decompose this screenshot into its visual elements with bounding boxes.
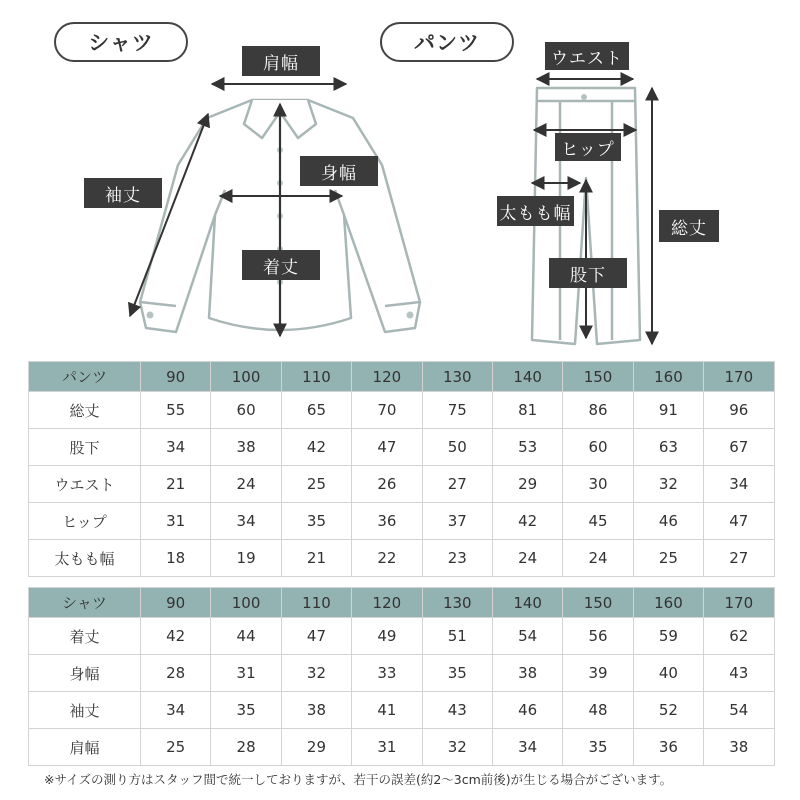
- table-cell: 30: [563, 466, 633, 503]
- table-cell: 81: [492, 392, 562, 429]
- table-cell: 34: [492, 729, 562, 766]
- table-cell: 34: [141, 429, 211, 466]
- row-label: 袖丈: [29, 692, 141, 729]
- table-cell: 19: [211, 540, 281, 577]
- table-cell: 37: [422, 503, 492, 540]
- table-cell: 35: [211, 692, 281, 729]
- table-cell: 47: [704, 503, 774, 540]
- table-cell: 96: [704, 392, 774, 429]
- table-cell: 62: [704, 618, 774, 655]
- table-cell: 54: [704, 692, 774, 729]
- table-cell: 47: [352, 429, 422, 466]
- table-row: [29, 540, 775, 577]
- table-cell: 86: [563, 392, 633, 429]
- table-cell: 18: [141, 540, 211, 577]
- header-cell: 150: [563, 588, 633, 618]
- table-header-row: [29, 588, 775, 618]
- row-label: 肩幅: [29, 729, 141, 766]
- header-cell: 120: [352, 588, 422, 618]
- table-cell: 32: [422, 729, 492, 766]
- table-cell: 47: [281, 618, 351, 655]
- table-cell: 24: [492, 540, 562, 577]
- pants-size-table: [28, 361, 775, 577]
- table-cell: 40: [633, 655, 703, 692]
- footnote: ※サイズの測り方はスタッフ間で統一しておりますが、若干の誤差(約2〜3cm前後)が生じる場合がございます。: [44, 772, 673, 787]
- header-cell: 140: [492, 588, 562, 618]
- table-cell: 49: [352, 618, 422, 655]
- header-cell: 130: [422, 588, 492, 618]
- table-cell: 28: [141, 655, 211, 692]
- table-cell: 91: [633, 392, 703, 429]
- shirt-sleeve-label: 袖丈: [84, 178, 162, 208]
- table-cell: 28: [211, 729, 281, 766]
- row-label: 着丈: [29, 618, 141, 655]
- table-cell: 60: [211, 392, 281, 429]
- table-cell: 60: [563, 429, 633, 466]
- table-cell: 21: [141, 466, 211, 503]
- shirt-badge: シャツ: [54, 22, 188, 62]
- table-cell: 35: [563, 729, 633, 766]
- table-cell: 51: [422, 618, 492, 655]
- table-cell: 59: [633, 618, 703, 655]
- header-cell: 90: [141, 588, 211, 618]
- table-cell: 34: [704, 466, 774, 503]
- table-row: [29, 503, 775, 540]
- table-cell: 44: [211, 618, 281, 655]
- row-label: 股下: [29, 429, 141, 466]
- size-diagram: [0, 0, 800, 355]
- table-cell: 31: [352, 729, 422, 766]
- table-cell: 26: [352, 466, 422, 503]
- table-cell: 22: [352, 540, 422, 577]
- header-cell: 160: [633, 362, 703, 392]
- row-label: 総丈: [29, 392, 141, 429]
- shirt-body-width-label: 身幅: [300, 156, 378, 186]
- header-cell: シャツ: [29, 588, 141, 618]
- table-cell: 46: [492, 692, 562, 729]
- table-cell: 27: [422, 466, 492, 503]
- header-cell: 170: [704, 362, 774, 392]
- table-cell: 23: [422, 540, 492, 577]
- header-cell: 120: [352, 362, 422, 392]
- pants-waist-label: ウエスト: [545, 42, 629, 70]
- table-cell: 35: [281, 503, 351, 540]
- table-cell: 42: [281, 429, 351, 466]
- table-cell: 48: [563, 692, 633, 729]
- header-cell: 110: [281, 362, 351, 392]
- pants-inseam-label: 股下: [549, 258, 627, 288]
- row-label: ウエスト: [29, 466, 141, 503]
- row-label: 太もも幅: [29, 540, 141, 577]
- table-cell: 75: [422, 392, 492, 429]
- table-row: [29, 729, 775, 766]
- table-cell: 36: [352, 503, 422, 540]
- shirt-shoulder-label: 肩幅: [242, 46, 320, 76]
- table-cell: 29: [281, 729, 351, 766]
- table-cell: 27: [704, 540, 774, 577]
- table-cell: 65: [281, 392, 351, 429]
- table-cell: 32: [281, 655, 351, 692]
- header-cell: 100: [211, 588, 281, 618]
- header-cell: 170: [704, 588, 774, 618]
- table-row: [29, 392, 775, 429]
- shirts-size-table: [28, 587, 775, 766]
- table-cell: 43: [704, 655, 774, 692]
- table-cell: 53: [492, 429, 562, 466]
- table-cell: 67: [704, 429, 774, 466]
- table-cell: 29: [492, 466, 562, 503]
- table-row: [29, 618, 775, 655]
- row-label: 身幅: [29, 655, 141, 692]
- table-cell: 56: [563, 618, 633, 655]
- pants-badge: パンツ: [380, 22, 514, 62]
- table-cell: 33: [352, 655, 422, 692]
- table-row: [29, 429, 775, 466]
- table-cell: 38: [281, 692, 351, 729]
- table-cell: 55: [141, 392, 211, 429]
- table-cell: 36: [633, 729, 703, 766]
- table-cell: 42: [492, 503, 562, 540]
- table-cell: 52: [633, 692, 703, 729]
- table-cell: 32: [633, 466, 703, 503]
- table-cell: 54: [492, 618, 562, 655]
- header-cell: 110: [281, 588, 351, 618]
- table-cell: 45: [563, 503, 633, 540]
- header-cell: 140: [492, 362, 562, 392]
- pants-button: [581, 94, 587, 100]
- table-cell: 24: [563, 540, 633, 577]
- table-row: [29, 655, 775, 692]
- table-cell: 43: [422, 692, 492, 729]
- table-header-row: [29, 362, 775, 392]
- table-cell: 31: [141, 503, 211, 540]
- table-cell: 41: [352, 692, 422, 729]
- pants-hip-label: ヒップ: [555, 133, 621, 161]
- table-cell: 38: [704, 729, 774, 766]
- table-cell: 39: [563, 655, 633, 692]
- header-cell: 150: [563, 362, 633, 392]
- header-cell: 100: [211, 362, 281, 392]
- header-cell: 160: [633, 588, 703, 618]
- table-cell: 46: [633, 503, 703, 540]
- row-label: ヒップ: [29, 503, 141, 540]
- table-cell: 38: [211, 429, 281, 466]
- table-cell: 25: [141, 729, 211, 766]
- table-cell: 34: [211, 503, 281, 540]
- table-row: [29, 466, 775, 503]
- table-cell: 31: [211, 655, 281, 692]
- table-cell: 24: [211, 466, 281, 503]
- table-cell: 25: [633, 540, 703, 577]
- table-cell: 21: [281, 540, 351, 577]
- table-cell: 63: [633, 429, 703, 466]
- table-cell: 25: [281, 466, 351, 503]
- table-cell: 42: [141, 618, 211, 655]
- shirt-length-label: 着丈: [242, 250, 320, 280]
- pants-length-label: 総丈: [659, 210, 719, 242]
- table-cell: 35: [422, 655, 492, 692]
- table-cell: 38: [492, 655, 562, 692]
- table-cell: 70: [352, 392, 422, 429]
- header-cell: 130: [422, 362, 492, 392]
- pants-thigh-label: 太もも幅: [497, 196, 574, 226]
- table-cell: 34: [141, 692, 211, 729]
- table-cell: 50: [422, 429, 492, 466]
- table-row: [29, 692, 775, 729]
- header-cell: 90: [141, 362, 211, 392]
- header-cell: パンツ: [29, 362, 141, 392]
